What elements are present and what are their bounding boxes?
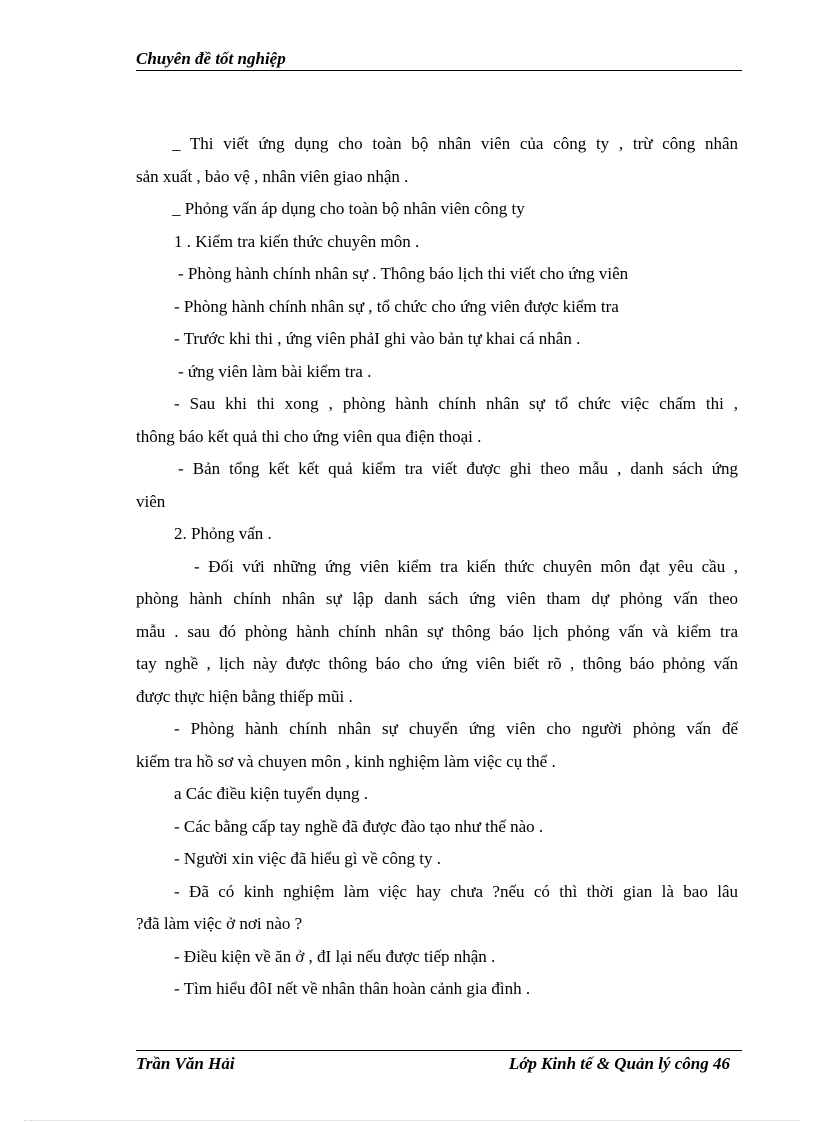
- body-line: sản xuất , bảo vệ , nhân viên giao nhận .: [136, 166, 409, 186]
- body-line: 2. Phỏng vấn .: [174, 524, 272, 543]
- body-line: mẫu . sau đó phòng hành chính nhân sự thông báo lịch phỏng vấn và kiểm tra: [136, 621, 738, 641]
- body-line: - Đối vứi những ứng viên kiểm tra kiến thức chuyên môn đạt yêu cầu ,: [194, 556, 738, 576]
- body-line: - Người xin việc đã hiểu gì về công ty .: [174, 849, 442, 868]
- body-line: thông báo kết quả thi cho ứng viên qua điện thoại .: [136, 426, 482, 446]
- body-line: - Điều kiện về ăn ở , đI lại nếu được tiếp nhận .: [174, 946, 496, 966]
- body-line: 1 . Kiểm tra kiến thức chuyên môn .: [174, 231, 420, 251]
- body-line: - Sau khi thi xong , phòng hành chính nhân sự tổ chức việc chấm thi ,: [174, 394, 738, 413]
- body-line: kiểm tra hồ sơ và chuyen môn , kinh nghiệm làm việc cụ thể .: [136, 751, 556, 771]
- body-line: - Phòng hành chính nhân sự , tổ chức cho ứng viên được kiểm tra: [174, 296, 619, 316]
- body-line: _ Thi viết ứng dụng cho toàn bộ nhân viên của công ty , trừ công nhân: [172, 134, 738, 153]
- body-line: ?đã làm việc ở nơi nào ?: [136, 914, 303, 933]
- body-line: phòng hành chính nhân sự lập danh sách ứng viên tham dự phỏng vấn theo: [136, 589, 738, 608]
- body-line: - Bản tổng kết kết quả kiểm tra viết được ghi theo mẫu , danh sách ứng: [178, 459, 738, 478]
- body-line: _ Phỏng vấn áp dụng cho toàn bộ nhân viên công ty: [172, 199, 525, 218]
- footer-author: Trần Văn Hải: [136, 1054, 235, 1073]
- page-bottom-divider: [24, 1120, 800, 1121]
- page-header: [136, 48, 742, 71]
- body-line: - Đã có kinh nghiệm làm việc hay chưa ?nếu có thì thời gian là bao lâu: [174, 881, 738, 901]
- body-line: được thực hiện bằng thiếp mũi .: [136, 686, 353, 706]
- body-line: - Tìm hiểu đôI nết về nhân thân hoàn cảnh gia đình .: [174, 979, 531, 998]
- footer-class: Lớp Kinh tế & Quản lý công 46: [508, 1054, 730, 1073]
- document-body: [136, 128, 738, 1006]
- page-footer: [136, 1050, 742, 1077]
- body-line: viên: [136, 491, 166, 511]
- header-title: Chuyên đề tốt nghiệp: [136, 49, 286, 68]
- body-line: tay nghề , lịch này được thông báo cho ứng viên biết rõ , thông báo phỏng vấn: [136, 654, 738, 673]
- body-line: - ứng viên làm bài kiểm tra .: [178, 361, 372, 381]
- body-line: - Các bằng cấp tay nghề đã được đào tạo như thế nào .: [174, 816, 544, 836]
- body-line: - Phòng hành chính nhân sự . Thông báo lịch thi viết cho ứng viên: [178, 264, 629, 283]
- body-line: - Phòng hành chính nhân sự chuyển ứng viên cho người phỏng vấn để: [174, 719, 738, 738]
- body-line: a Các điều kiện tuyển dụng .: [174, 784, 369, 803]
- body-line: - Trước khi thi , ứng viên phảI ghi vào bản tự khai cá nhân .: [174, 329, 581, 348]
